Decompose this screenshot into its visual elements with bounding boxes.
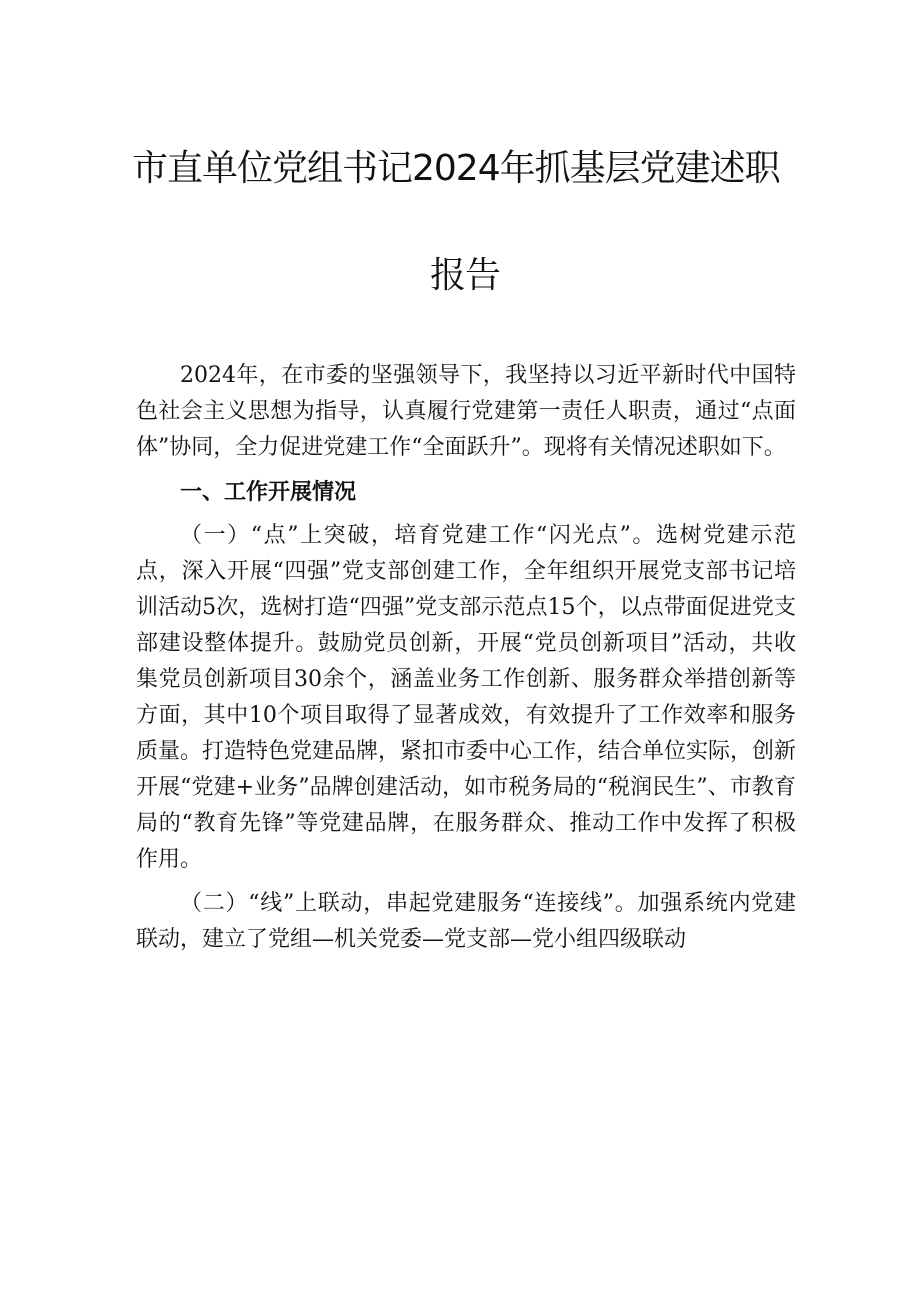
section-heading: 一、工作开展情况 xyxy=(180,479,357,505)
section-paragraph-1: （一）“点”上突破，培育党建工作“闪光点”。选树党建示范点，深入开展“四强”党支部创建工作，全年组织开展党支部书记培训活动5次，选树打造“四强”党支部示范点15个，以点带面促进党支部建设整体提升。鼓励党员创新，开展“党员创新项目”活动，共收集党员创新项目30余个，涵盖业务工作创新、服务群众举措创新等方面，其中10个项目取得了显著成效，有效提升了工作效率和服务质量。打造特色党建品牌，紧扣市委中心工作，结合单位实际，创新开展“党建+业务”品牌创建活动，如市税务局的“税润民生”、市教育局的“教育先锋”等党建品牌，在服务群众、推动工作中发挥了积极作用。 xyxy=(136,523,797,872)
document-title-line-2: 报告 xyxy=(430,255,501,296)
document-body xyxy=(136,358,796,958)
paragraph-gap xyxy=(136,466,796,474)
section-paragraph-2: （二）“线”上联动，串起党建服务“连接线”。加强系统内党建联动，建立了党组—机关党委—党支部—党小组四级联动 xyxy=(136,891,796,952)
document-title-line-1: 市直单位党组书记2024年抓基层党建述职 xyxy=(132,148,780,189)
intro-paragraph: 2024年，在市委的坚强领导下，我坚持以习近平新时代中国特色社会主义思想为指导，认真履行党建第一责任人职责，通过“点面体”协同，全力促进党建工作“全面跃升”。现将有关情况述职如下。 xyxy=(136,363,796,460)
paragraph-gap xyxy=(136,878,796,886)
paragraph-gap xyxy=(136,510,796,518)
